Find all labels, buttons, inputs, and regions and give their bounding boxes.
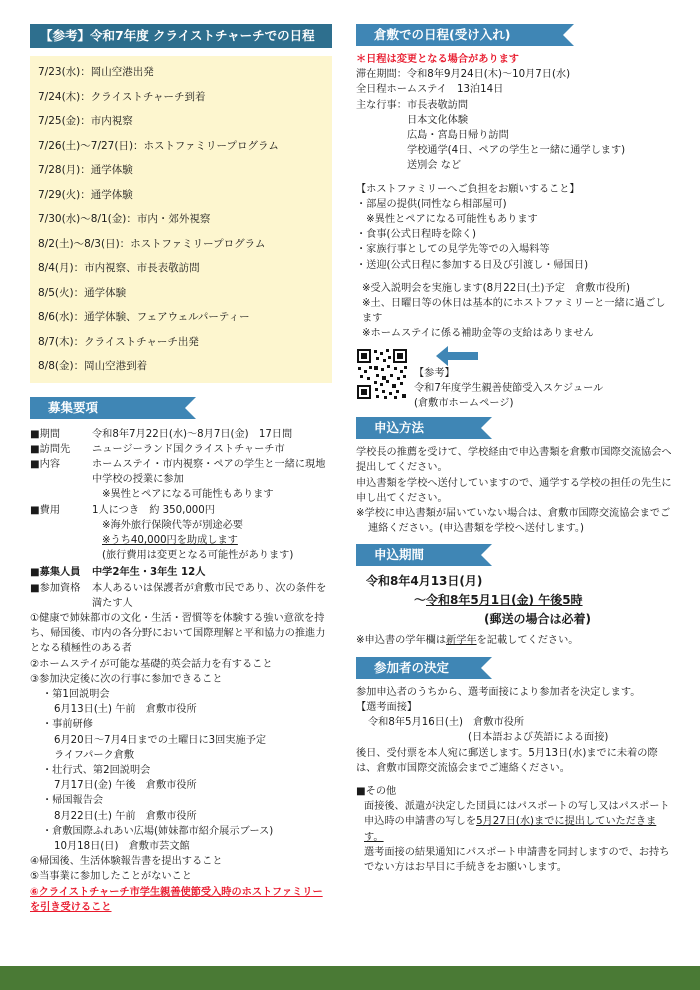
host-family-title: 【ホストファミリーへご負担をお願いすること】 xyxy=(356,183,580,195)
itinerary-item: 7/24(木)：クライストチャーチ到着 xyxy=(38,90,206,103)
itinerary-item: 8/2(土)～8/3(日)：ホストファミリープログラム xyxy=(38,237,266,250)
host-item: ・部屋の提供(同性なら相部屋可) xyxy=(356,198,507,210)
recruit-title: 募集要項 xyxy=(48,399,99,415)
other-text-2: 選考面接の結果通知にパスポート申請書を同封しますので、お持ちでない方はお早目に手続きをお願いします。 xyxy=(364,846,670,873)
main-event-item: 学校通学(4日、ペアの学生と一緒に通学します) xyxy=(406,145,626,157)
kurashiki-details xyxy=(356,52,674,411)
event-training: ・事前研修 xyxy=(42,719,93,731)
cost-note-insurance: ※海外旅行保険代等が別途必要 xyxy=(102,519,243,531)
other-label: ■その他 xyxy=(356,785,397,797)
arrow-left-icon xyxy=(436,346,478,366)
main-event-item: 日本文化体験 xyxy=(406,114,469,126)
interview-date: 令和8年5月16日(土) 倉敷市役所 xyxy=(368,717,525,729)
note-briefing: ※受入説明会を実施します(8月22日(土)予定 倉敷市役所) xyxy=(362,282,631,294)
content-note: ※異性とペアになる可能性もあります xyxy=(102,489,274,501)
reference-link-source: (倉敷市ホームページ) xyxy=(414,398,514,410)
main-event-item: 広島・宮島日帰り訪問 xyxy=(406,130,509,142)
qr-code-icon[interactable] xyxy=(356,348,408,400)
other-deadline: 5月27日(水)までに提出していただきます。 xyxy=(364,816,657,843)
interview-after: 後日、受付票を本人宛に郵送します。5月13日(水)までに未着の際は、倉敷市国際交流協会までご連絡ください。 xyxy=(356,747,658,774)
destination-value: ニュージーランド国クライストチャーチ市 xyxy=(92,443,285,455)
qualification-value: 本人あるいは保護者が倉敷市民であり、次の条件を満たす人 xyxy=(92,582,327,609)
apply-grade-note xyxy=(356,633,674,648)
cost-row xyxy=(30,503,332,564)
main-event-item: 送別会 など xyxy=(406,160,462,172)
event-plaza: ・倉敷国際ふれあい広場(姉妹都市紹介展示ブース) xyxy=(42,825,274,837)
itinerary-item: 7/28(月)：通学体験 xyxy=(38,164,133,176)
apply-end-prefix: ～ xyxy=(414,593,427,608)
condition-1: ①健康で姉妹都市の文化・生活・習慣等を体験する強い意欲を持ち、帰国後、市内の各分野において国際理解と平和協力の推進力となる積極性のある者 xyxy=(30,612,326,655)
reference-link-title[interactable]: 令和7年度学生親善使節受入スケジュール xyxy=(414,382,604,394)
event-sendoff-date: 7月17日(金) 午後 倉敷市役所 xyxy=(54,780,197,792)
event-training-date: 6月20日～7月4日までの土曜日に3回実施予定 xyxy=(54,734,267,746)
decision-body xyxy=(356,685,674,875)
footer-bar xyxy=(0,966,700,990)
interview-language: (日本語および英語による面接) xyxy=(468,732,609,744)
main-events-label: 主な行事： xyxy=(356,99,407,111)
event-sendoff: ・壮行式、第2回説明会 xyxy=(42,764,151,776)
apply-end-line xyxy=(356,591,674,610)
itinerary-item: 8/4(月)：市内視察、市長表敬訪問 xyxy=(38,262,200,274)
host-item: ・送迎(公式日程に参加する日及び引渡し・帰国日) xyxy=(356,259,589,271)
period-row xyxy=(30,427,332,442)
condition-6: ⑥クライストチャーチ市学生親善使節受入時のホストファミリーを引き受けること xyxy=(30,886,323,913)
main-events xyxy=(356,98,674,174)
decision-header xyxy=(356,657,492,679)
apply-period-header xyxy=(356,544,492,566)
recruit-details xyxy=(30,427,332,916)
cost-label: ■費用 xyxy=(30,504,61,516)
content-row xyxy=(30,457,332,503)
itinerary-item: 7/29(火)：通学体験 xyxy=(38,188,133,201)
host-item: ※異性とペアになる可能性もあります xyxy=(356,214,538,226)
interview-label: 【選考面接】 xyxy=(356,701,418,713)
cost-note-change: (旅行費用は変更となる可能性があります) xyxy=(102,550,294,562)
content-label: ■内容 xyxy=(30,458,61,470)
condition-4: ④帰国後、生活体験報告書を提出すること xyxy=(30,856,223,868)
main-events-list xyxy=(407,98,625,174)
apply-period-body xyxy=(356,572,674,648)
kurashiki-title: 倉敷での日程(受け入れ) xyxy=(374,27,511,42)
apply-grade-note-pre: ※申込書の学年欄は xyxy=(356,635,447,647)
itinerary-box xyxy=(30,56,332,383)
condition-2: ②ホームステイが可能な基礎的英会話力を有すること xyxy=(30,658,273,670)
apply-end-date: 令和8年5月1日(金) 午後5時 xyxy=(426,593,583,608)
itinerary-item: 8/8(金)：岡山空港到着 xyxy=(38,360,148,372)
itinerary-item: 7/26(土)～7/27(日)：ホストファミリープログラム xyxy=(38,139,279,152)
kurashiki-header xyxy=(356,24,574,46)
decision-text: 参加申込者のうちから、選考面接により参加者を決定します。 xyxy=(356,686,641,698)
apply-start-date: 令和8年4月13日(月) xyxy=(366,574,483,589)
period-value: 令和8年7月22日(水)～8月7日(金) 17日間 xyxy=(92,428,293,440)
stay-period: 滞在期間：令和8年9月24日(木)～10月7日(水) xyxy=(356,69,571,81)
event-report: ・帰国報告会 xyxy=(42,795,104,807)
apply-method-text-3: ※学校に申込書類が届いていない場合は、倉敷市国際交流協会までご連絡ください。(申込書類を学校へ送付します。) xyxy=(356,508,671,535)
event-briefing-1-date: 6月13日(土) 午前 倉敷市役所 xyxy=(54,704,197,716)
apply-mail-note: (郵送の場合は必着) xyxy=(484,612,591,627)
reference-label: 【参考】 xyxy=(414,367,455,379)
main-event-item: 市長表敬訪問 xyxy=(406,99,469,111)
condition-5: ⑤当事業に参加したことがないこと xyxy=(30,871,192,883)
reference-block xyxy=(356,348,674,412)
apply-method-header xyxy=(356,417,492,439)
qualification-label: ■参加資格 xyxy=(30,582,81,594)
itinerary-item: 7/25(金)：市内視察 xyxy=(38,115,133,127)
other-text xyxy=(356,799,674,845)
itinerary-item: 8/5(火)：通学体験 xyxy=(38,286,127,299)
itinerary-item: 8/7(木)：クライストチャーチ出発 xyxy=(38,335,199,348)
other-text-1: 面接後、派遣が決定した団員にはパスポートの写し又はパスポート申込時の申請書の写しを xyxy=(364,801,670,828)
destination-row xyxy=(30,442,332,457)
destination-label: ■訪問先 xyxy=(30,443,71,455)
apply-period-title: 申込期間 xyxy=(374,547,425,563)
itinerary-item: 7/30(水)～8/1(金)：市内・郊外視察 xyxy=(38,213,211,225)
apply-method-title: 申込方法 xyxy=(374,420,425,436)
event-training-place: ライフパーク倉敷 xyxy=(54,749,135,761)
cost-note-subsidy: ※うち40,000円を助成します xyxy=(102,534,238,546)
apply-grade-note-emphasis: 新学年 xyxy=(446,635,477,647)
cost-text: 1人につき 約 350,000円 xyxy=(92,504,215,516)
apply-grade-note-post: を記載してください。 xyxy=(476,635,579,647)
event-briefing-1: ・第1回説明会 xyxy=(42,688,110,700)
apply-method-body xyxy=(356,445,674,536)
qualification-row xyxy=(30,581,332,611)
capacity-label: ■募集人員 xyxy=(30,567,81,579)
event-report-date: 8月22日(土) 午前 倉敷市役所 xyxy=(54,810,197,822)
homestay-duration: 全日程ホームステイ 13泊14日 xyxy=(356,84,504,96)
note-subsidy: ※ホームステイに係る補助金等の支給はありません xyxy=(362,328,594,340)
schedule-warning: ＊日程は変更となる場合があります xyxy=(356,54,519,65)
itinerary-item: 8/6(水)：通学体験、フェアウェルパーティー xyxy=(38,311,250,323)
itinerary-item: 7/23(水)：岡山空港出発 xyxy=(38,66,154,78)
condition-3: ③参加決定後に次の行事に参加できること xyxy=(30,673,223,685)
content-value xyxy=(92,457,332,503)
apply-method-text-1: 学校長の推薦を受けて、学校経由で申込書類を倉敷市国際交流協会へ提出してください。 xyxy=(356,447,672,474)
content-text: ホームステイ・市内視察・ペアの学生と一緒に現地中学校の授業に参加 xyxy=(92,458,326,486)
host-item: ・食事(公式日程時を除く) xyxy=(356,229,477,241)
host-item: ・家族行事としての見学先等での入場料等 xyxy=(356,244,550,256)
itinerary-header: 【参考】令和7年度 クライストチャーチでの日程 xyxy=(30,24,332,48)
apply-method-text-2: 申込書類を学校へ送付していますので、通学する学校の担任の先生に申し出てください。 xyxy=(356,477,672,504)
period-label: ■期間 xyxy=(30,428,61,440)
left-column xyxy=(30,24,332,915)
note-weekend: ※土、日曜日等の休日は基本的にホストファミリーと一緒に過ごします xyxy=(362,298,666,325)
recruit-header xyxy=(30,397,196,419)
decision-title: 参加者の決定 xyxy=(374,659,450,675)
cost-value xyxy=(92,503,332,564)
capacity-row xyxy=(30,565,332,580)
event-plaza-date: 10月18日(日) 倉敷市芸文館 xyxy=(54,840,190,852)
right-column xyxy=(356,24,674,875)
capacity-value: 中学2年生・3年生 12人 xyxy=(92,567,206,579)
